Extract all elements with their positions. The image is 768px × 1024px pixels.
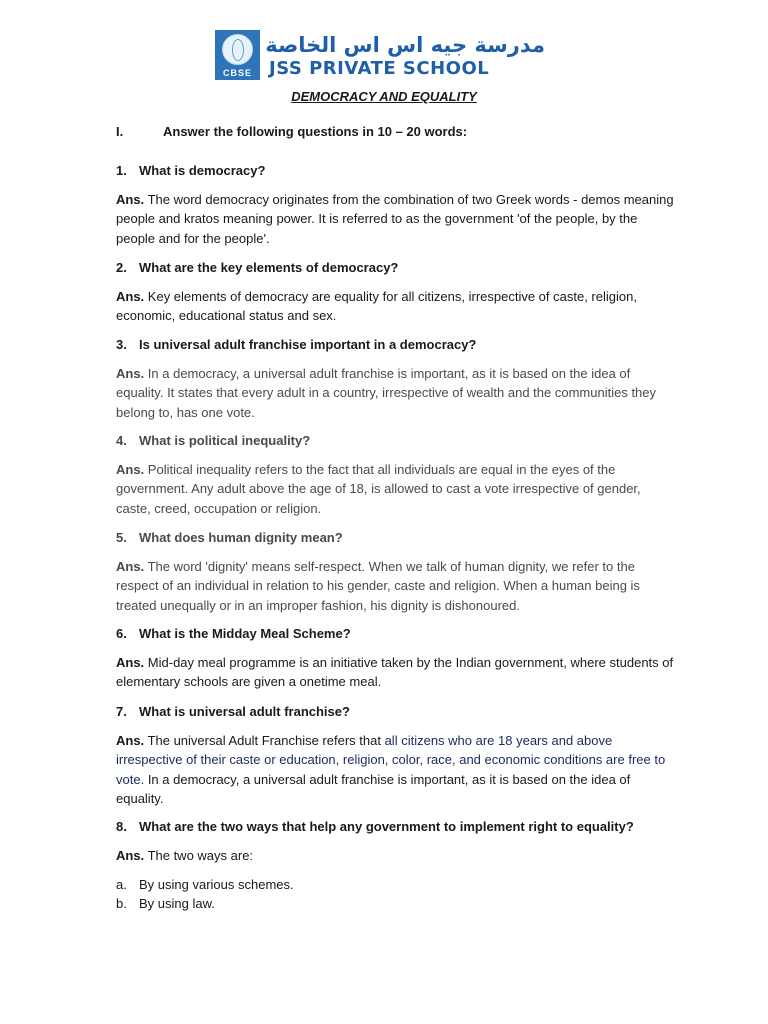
answer-text: In a democracy, a universal adult franchise is important, as it is based on the idea of equality. — [116, 771, 631, 806]
question — [116, 431, 310, 450]
section-instruction: Answer the following questions in 10 – 20 words: — [163, 124, 468, 139]
question — [116, 817, 634, 836]
list-item — [116, 875, 294, 894]
question-text: What are the two ways that help any government to implement right to equality? — [139, 819, 634, 834]
question — [116, 702, 350, 721]
answer — [116, 653, 676, 692]
answer-label: Ans. — [116, 366, 145, 381]
question-number: 5. — [116, 530, 127, 545]
question — [116, 335, 476, 354]
question-text: What is the Midday Meal Scheme? — [139, 626, 351, 641]
answer-text: In a democracy, a universal adult franchise is important, as it is based on the idea of equality. It states that every adult in a country, irrespective of wealth and the communities they belong to, has one vote. — [116, 366, 657, 420]
school-name: JSS PRIVATE SCHOOL — [269, 58, 490, 79]
question-text: Is universal adult franchise important in a democracy? — [139, 337, 477, 352]
question-number: 7. — [116, 704, 127, 719]
question-number: 3. — [116, 337, 127, 352]
question — [116, 258, 398, 277]
question-number: 2. — [116, 260, 127, 275]
question-number: 8. — [116, 819, 127, 834]
logo-text: CBSE — [222, 68, 252, 78]
list-item-text: By using law. — [139, 896, 215, 911]
question-number: 4. — [116, 433, 127, 448]
answer-text: The word democracy originates from the combination of two Greek words - demos meaning people and kratos meaning power. It is referred to as the government 'of the people, by the people and for the people'. — [116, 192, 674, 246]
list-item-label: b. — [116, 896, 127, 911]
answer-text: Political inequality refers to the fact that all individuals are equal in the eyes of the government. Any adult above the age of 18, is allowed to cast a vote irrespective of gender, caste, creed, occupation or religion. — [116, 462, 641, 516]
section-heading — [116, 124, 467, 139]
question-number: 1. — [116, 163, 127, 178]
answer-text: The word 'dignity' means self-respect. When we talk of human dignity, we refer to the respect of an individual in relation to his gender, caste and religion. When a human being is treated unequally or in an improper fashion, his dignity is dishonoured. — [116, 559, 640, 613]
question-text: What is political inequality? — [139, 433, 311, 448]
answer — [116, 846, 676, 865]
answer-text: The universal Adult Franchise refers that — [147, 733, 381, 748]
school-logo — [215, 30, 260, 80]
school-header — [215, 30, 551, 80]
page-title: DEMOCRACY AND EQUALITY — [291, 89, 477, 104]
answer-label: Ans. — [116, 289, 145, 304]
answer-text: Mid-day meal programme is an initiative taken by the Indian government, where students of elementary schools are given a onetime meal. — [116, 655, 674, 690]
answer-label: Ans. — [116, 848, 145, 863]
section-number: I. — [116, 124, 124, 139]
question — [116, 161, 265, 180]
answer-highlight: all citizens who are 18 years and above irrespective of their caste or education, religion, color, race, and economic conditions are free to vote. — [116, 733, 666, 787]
question-number: 6. — [116, 626, 127, 641]
question-text: What is democracy? — [139, 163, 266, 178]
answer-label: Ans. — [116, 462, 145, 477]
question — [116, 528, 343, 547]
question-text: What does human dignity mean? — [139, 530, 343, 545]
school-name-arabic: مدرسة جيه اس اس الخاصة — [265, 33, 545, 57]
globe-icon — [222, 34, 253, 65]
answer — [116, 364, 676, 422]
question-text: What is universal adult franchise? — [139, 704, 350, 719]
answer — [116, 731, 676, 808]
list-item-text: By using various schemes. — [139, 877, 294, 892]
answer — [116, 557, 676, 615]
answer-text: Key elements of democracy are equality for all citizens, irrespective of caste, religion, economic, educational status and sex. — [116, 289, 637, 324]
answer-text: The two ways are: — [147, 848, 254, 863]
question-text: What are the key elements of democracy? — [139, 260, 399, 275]
answer-label: Ans. — [116, 655, 145, 670]
question — [116, 624, 351, 643]
answer — [116, 287, 676, 326]
answer-label: Ans. — [116, 733, 145, 748]
list-item — [116, 894, 215, 913]
answer — [116, 190, 676, 248]
list-item-label: a. — [116, 877, 127, 892]
answer — [116, 460, 676, 518]
answer-label: Ans. — [116, 192, 145, 207]
answer-label: Ans. — [116, 559, 145, 574]
